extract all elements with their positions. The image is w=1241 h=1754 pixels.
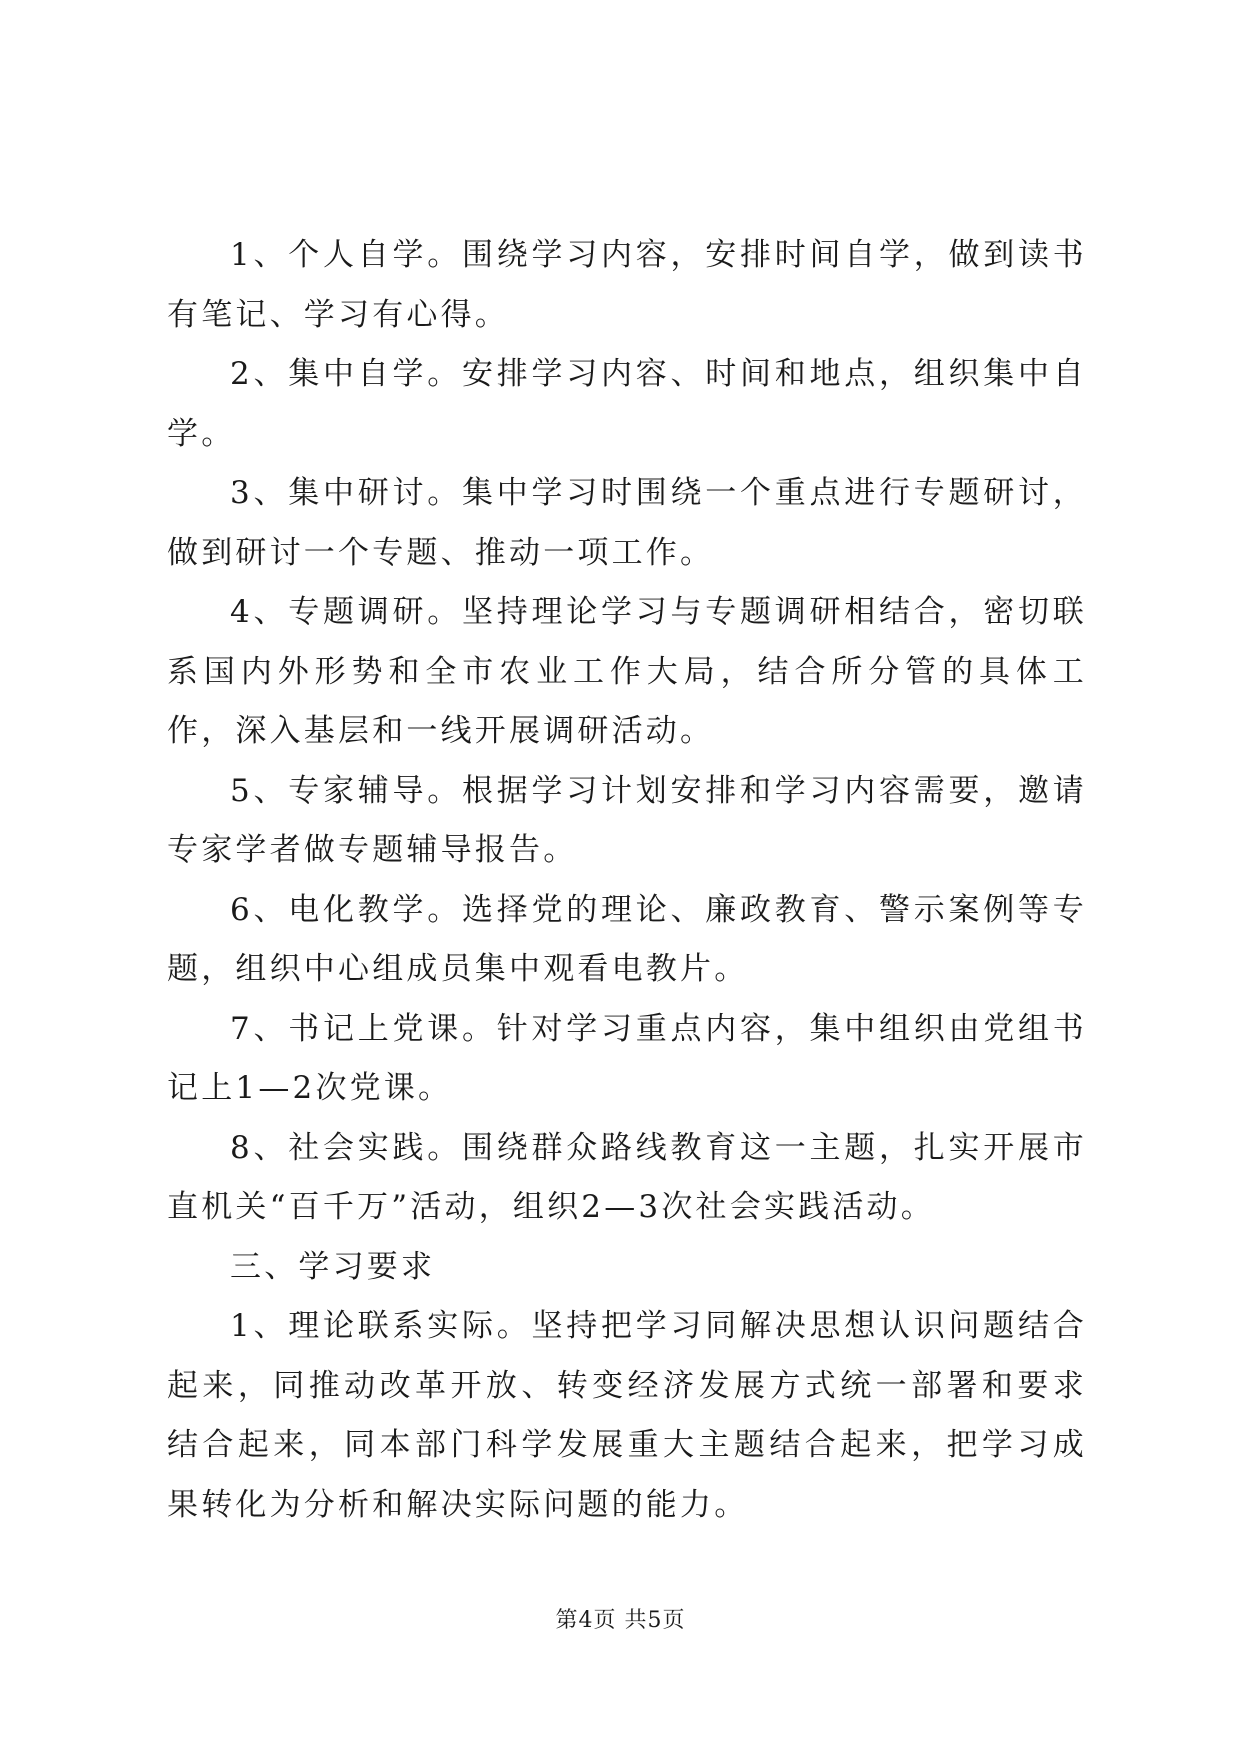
section-heading: 三、学习要求 bbox=[230, 1248, 436, 1285]
paragraph-personal-study: 1、个人自学。围绕学习内容，安排时间自学，做到读书有笔记、学习有心得。 bbox=[167, 237, 1087, 333]
paragraph-party-lecture: 7、书记上党课。针对学习重点内容，集中组织由党组书记上1—2次党课。 bbox=[167, 1010, 1087, 1106]
paragraph-group-self-study: 2、集中自学。安排学习内容、时间和地点，组织集中自学。 bbox=[167, 356, 1087, 452]
paragraph-group-discussion: 3、集中研讨。集中学习时围绕一个重点进行专题研讨，做到研讨一个专题、推动一项工作。 bbox=[167, 475, 1087, 571]
paragraph-topic-research: 4、专题调研。坚持理论学习与专题调研相结合，密切联系国内外形势和全市农业工作大局，结合所分管的具体工作，深入基层和一线开展调研活动。 bbox=[167, 594, 1087, 749]
paragraph-expert-guidance: 5、专家辅导。根据学习计划安排和学习内容需要，邀请专家学者做专题辅导报告。 bbox=[167, 772, 1087, 868]
document-body bbox=[167, 226, 1087, 1535]
paragraph-video-teaching: 6、电化教学。选择党的理论、廉政教育、警示案例等专题，组织中心组成员集中观看电教片。 bbox=[167, 891, 1087, 987]
paragraph-theory-practice: 1、理论联系实际。坚持把学习同解决思想认识问题结合起来，同推动改革开放、转变经济发展方式统一部署和要求结合起来，同本部门科学发展重大主题结合起来，把学习成果转化为分析和解决实际问题的能力。 bbox=[167, 1308, 1087, 1523]
paragraph-social-practice: 8、社会实践。围绕群众路线教育这一主题，扎实开展市直机关“百千万”活动，组织2—3次社会实践活动。 bbox=[167, 1129, 1087, 1225]
page-number-footer: 第4页 共5页 bbox=[555, 1608, 686, 1633]
